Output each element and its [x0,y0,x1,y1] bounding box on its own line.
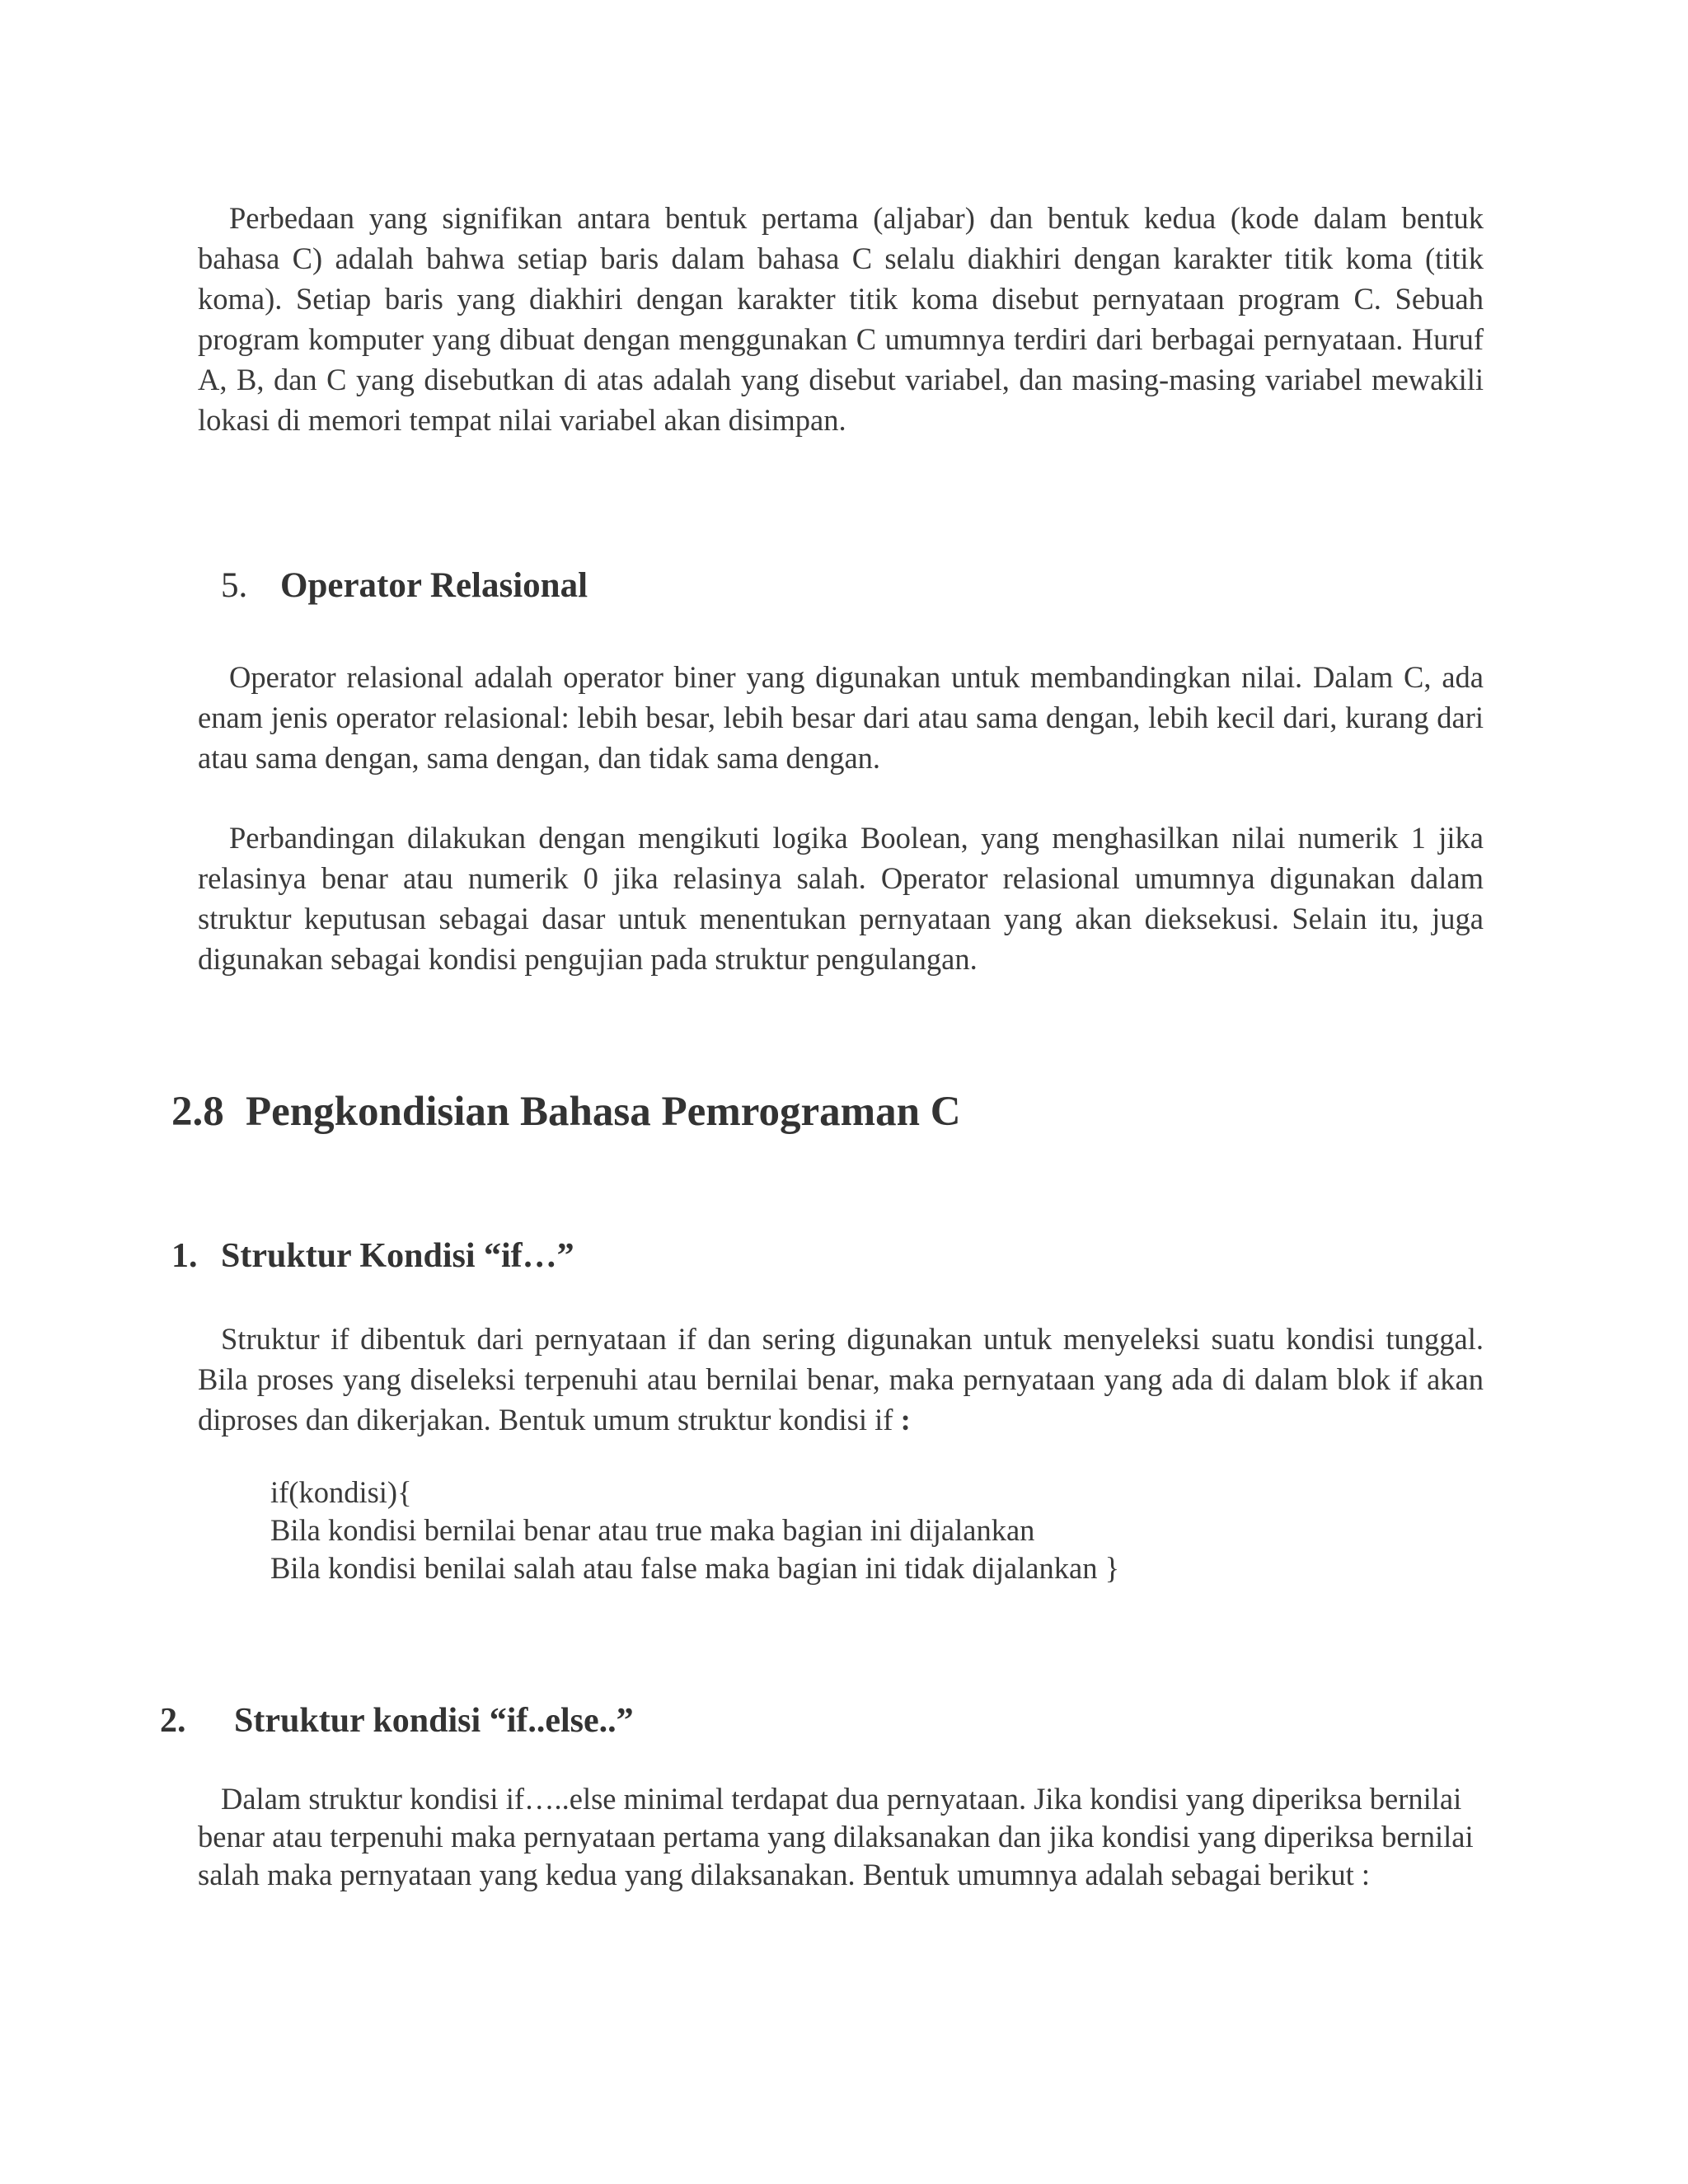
paragraph-boolean-logic: Perbandingan dilakukan dengan mengikuti logika Boolean, yang menghasilkan nilai numerik 1 jika relasinya benar atau numerik 0 jika relasinya salah. Operator relasional umumnya digunakan dalam struktur keputusan sebagai dasar untuk menentukan pernyataan yang akan dieksekusi. Selain itu, juga digunakan sebagai kondisi pengujian pada struktur pengulangan. [198,821,1484,976]
heading-number: 2. [160,1702,186,1740]
heading-number: 5. [221,566,248,605]
paragraph-colon: : [900,1403,911,1436]
section-title-pengkondisian [171,1088,961,1136]
code-line: Bila kondisi benilai salah atau false maka bagian ini tidak dijalankan } [270,1551,1120,1585]
if-syntax-block [270,1474,1119,1587]
paragraph-c-statements: Perbedaan yang signifikan antara bentuk pertama (aljabar) dan bentuk kedua (kode dalam bentuk bahasa C) adalah bahwa setiap baris dalam bahasa C selalu diakhiri dengan karakter titik koma (titik koma). Setiap baris yang diakhiri dengan karakter titik koma disebut pernyataan program C. Sebuah program komputer yang dibuat dengan menggunakan C umumnya terdiri dari berbagai pernyataan. Huruf A, B, dan C yang disebutkan di atas adalah yang disebut variabel, dan masing-masing variabel mewakili lokasi di memori tempat nilai variabel akan disimpan. [198,201,1484,437]
paragraph-text: Struktur if dibentuk dari pernyataan if dan sering digunakan untuk menyeleksi suatu kondisi tunggal. Bila proses yang diseleksi terpenuhi atau bernilai benar, maka pernyataan yang ada di dalam blok if akan diproses dan dikerjakan. Bentuk umum struktur kondisi if [198,1322,1484,1436]
heading-operator-relasional [221,565,588,606]
heading-title: Struktur Kondisi “if…” [221,1237,574,1275]
code-line: Bila kondisi bernilai benar atau true maka bagian ini dijalankan [270,1513,1035,1547]
section-number: 2.8 [171,1089,224,1135]
heading-title: Struktur kondisi “if..else..” [234,1702,634,1740]
code-line: if(kondisi){ [270,1475,412,1509]
heading-struktur-if-else [160,1701,634,1741]
section-title: Pengkondisian Bahasa Pemrograman C [246,1089,961,1135]
paragraph-struktur-if [198,1319,1484,1440]
paragraph-relational-definition: Operator relasional adalah operator biner yang digunakan untuk membandingkan nilai. Dalam C, ada enam jenis operator relasional: lebih besar, lebih besar dari atau sama dengan, lebih kecil dari, kurang dari atau sama dengan, sama dengan, dan tidak sama dengan. [198,660,1484,775]
heading-struktur-if [171,1236,574,1276]
paragraph-struktur-if-else: Dalam struktur kondisi if…..else minimal terdapat dua pernyataan. Jika kondisi yang diperiksa bernilai benar atau terpenuhi maka pernyataan pertama yang dilaksanakan dan jika kondisi yang diperiksa bernilai salah maka pernyataan yang kedua yang dilaksanakan. Bentuk umumnya adalah sebagai berikut : [198,1782,1474,1891]
heading-number: 1. [171,1237,198,1275]
heading-title: Operator Relasional [280,566,588,605]
